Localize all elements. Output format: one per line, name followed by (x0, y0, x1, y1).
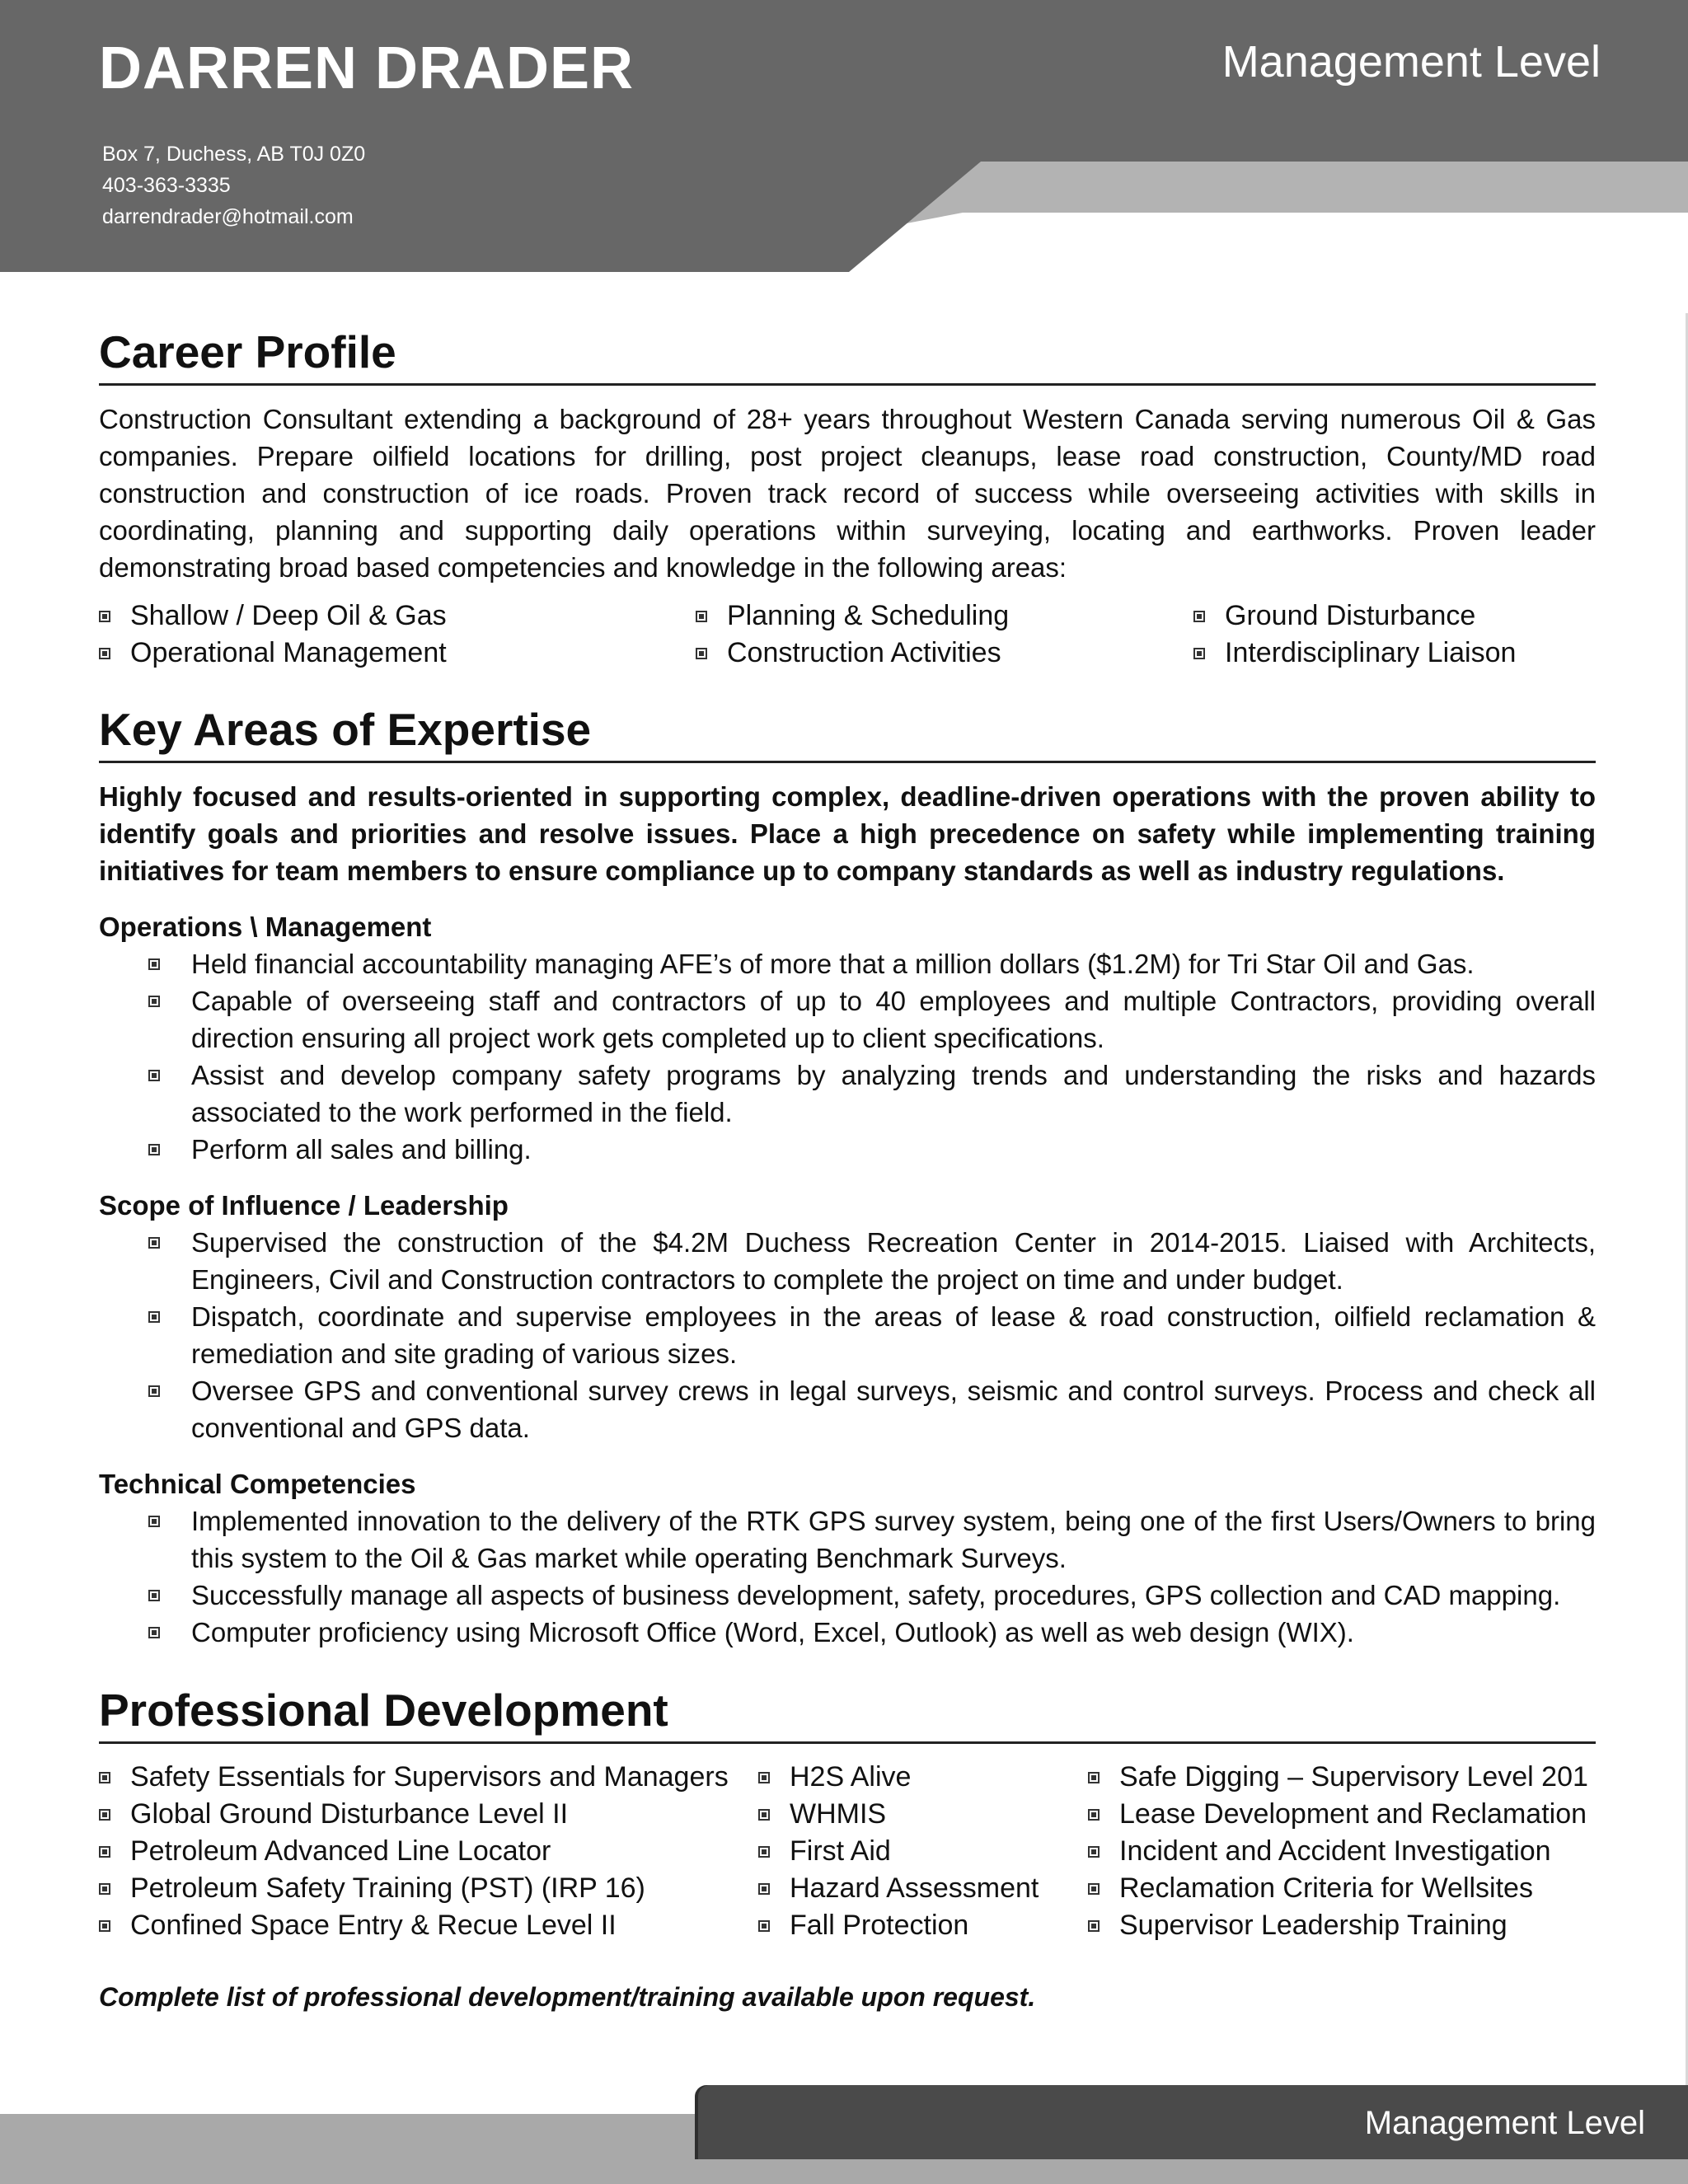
checkbox-bullet-icon (1193, 611, 1205, 622)
expertise-intro: Highly focused and results-oriented in supporting complex, deadline-driven operations with the proven ability to identify goals and priorities and resolve issues. Place a high precedence on safety while implementing training initiatives for team members to ensure compliance up to company standards as well as industry regulations. (99, 781, 1596, 886)
header-level-label: Management Level (1221, 37, 1601, 87)
competency-item: Interdisciplinary Liaison (1193, 635, 1596, 672)
list-item: Capable of overseeing staff and contractors of up to 40 employees and multiple Contractors, providing overall direction ensuring all project work gets completed up to client specifications. (148, 982, 1596, 1057)
checkbox-bullet-icon (1088, 1809, 1100, 1821)
career-summary: Construction Consultant extending a background of 28+ years throughout Western Canada serving numerous Oil & Gas companies. Prepare oilfield locations for drilling, post project cleanups, lease road construction, County/MD road construction and construction of ice roads. Proven track record of success while overseeing activities with skills in coordinating, planning and supporting daily operations within surveying, locating and earthworks. Proven leader demonstrating broad based competencies and knowledge in the following areas: (99, 404, 1596, 583)
list-item: Implemented innovation to the delivery of the RTK GPS survey system, being one of the first Users/Owners to bring this system to the Oil & Gas market while operating Benchmark Surveys. (148, 1502, 1596, 1577)
checkbox-bullet-icon (99, 1772, 110, 1783)
checkbox-bullet-icon (99, 648, 110, 659)
list-item: Perform all sales and billing. (148, 1131, 1596, 1168)
checkbox-bullet-icon (99, 611, 110, 622)
checkbox-bullet-icon (1088, 1846, 1100, 1858)
checkbox-bullet-icon (696, 611, 707, 622)
checkbox-bullet-icon (758, 1846, 770, 1858)
course-item: Fall Protection (758, 1907, 1088, 1944)
contact-block (102, 138, 365, 232)
subsection-title-technical: Technical Competencies (99, 1469, 416, 1499)
checkbox-bullet-icon (696, 648, 707, 659)
checkbox-bullet-icon (148, 1590, 160, 1601)
checkbox-bullet-icon (148, 958, 160, 970)
competency-item: Planning & Scheduling (696, 598, 1193, 635)
contact-address: Box 7, Duchess, AB T0J 0Z0 (102, 143, 366, 166)
checkbox-bullet-icon (99, 1920, 110, 1932)
course-item: Petroleum Advanced Line Locator (99, 1833, 758, 1870)
course-item: Lease Development and Reclamation (1088, 1796, 1596, 1833)
checkbox-bullet-icon (758, 1809, 770, 1821)
checkbox-bullet-icon (148, 1070, 160, 1081)
course-item: Incident and Accident Investigation (1088, 1833, 1596, 1870)
subsection-title-operations: Operations \ Management (99, 912, 432, 942)
checkbox-bullet-icon (1088, 1772, 1100, 1783)
list-item: Supervised the construction of the $4.2M Duchess Recreation Center in 2014-2015. Liaised with Architects, Engineers, Civil and Construction contractors to complete the project on time and under budget. (148, 1224, 1596, 1298)
contact-email[interactable]: darrendrader@hotmail.com (102, 205, 354, 228)
checkbox-bullet-icon (148, 1237, 160, 1249)
course-item: H2S Alive (758, 1759, 1088, 1796)
course-list (99, 1759, 1596, 1944)
checkbox-bullet-icon (148, 1311, 160, 1323)
section-title-career-profile: Career Profile (99, 326, 1596, 386)
bullet-list-technical (148, 1502, 1596, 1651)
course-item: Supervisor Leadership Training (1088, 1907, 1596, 1944)
competency-list (99, 598, 1596, 672)
footer-level-label: Management Level (1364, 2105, 1645, 2141)
course-item: Safety Essentials for Supervisors and Managers (99, 1759, 758, 1796)
course-item: Hazard Assessment (758, 1870, 1088, 1907)
course-item: Global Ground Disturbance Level II (99, 1796, 758, 1833)
checkbox-bullet-icon (148, 1385, 160, 1397)
checkbox-bullet-icon (148, 996, 160, 1007)
list-item: Oversee GPS and conventional survey crews in legal surveys, seismic and control surveys. Process and check all conventional and GPS data. (148, 1372, 1596, 1446)
section-title-professional-development: Professional Development (99, 1684, 1596, 1744)
checkbox-bullet-icon (758, 1920, 770, 1932)
checkbox-bullet-icon (99, 1809, 110, 1821)
checkbox-bullet-icon (148, 1516, 160, 1527)
checkbox-bullet-icon (758, 1883, 770, 1895)
list-item: Computer proficiency using Microsoft Office (Word, Excel, Outlook) as well as web design (WIX). (148, 1614, 1596, 1651)
course-item: Confined Space Entry & Recue Level II (99, 1907, 758, 1944)
course-item: First Aid (758, 1833, 1088, 1870)
checkbox-bullet-icon (1088, 1920, 1100, 1932)
list-item: Dispatch, coordinate and supervise employees in the areas of lease & road construction, oilfield reclamation & remediation and site grading of various sizes. (148, 1298, 1596, 1372)
course-item: Reclamation Criteria for Wellsites (1088, 1870, 1596, 1907)
section-title-expertise: Key Areas of Expertise (99, 703, 1596, 763)
competency-item: Operational Management (99, 635, 696, 672)
checkbox-bullet-icon (758, 1772, 770, 1783)
contact-phone: 403-363-3335 (102, 174, 231, 197)
list-item: Assist and develop company safety programs by analyzing trends and understanding the risks and hazards associated to the work performed in the field. (148, 1057, 1596, 1131)
course-item: Petroleum Safety Training (PST) (IRP 16) (99, 1870, 758, 1907)
list-item: Held financial accountability managing AFE’s of more that a million dollars ($1.2M) for Tri Star Oil and Gas. (148, 945, 1596, 982)
checkbox-bullet-icon (1088, 1883, 1100, 1895)
competency-item: Shallow / Deep Oil & Gas (99, 598, 696, 635)
resume-body (99, 326, 1596, 2013)
course-item: WHMIS (758, 1796, 1088, 1833)
list-item: Successfully manage all aspects of business development, safety, procedures, GPS collection and CAD mapping. (148, 1577, 1596, 1614)
checkbox-bullet-icon (99, 1846, 110, 1858)
checkbox-bullet-icon (1193, 648, 1205, 659)
subsection-title-leadership: Scope of Influence / Leadership (99, 1190, 509, 1221)
training-note: Complete list of professional development/training available upon request. (99, 1982, 1036, 2012)
competency-item: Ground Disturbance (1193, 598, 1596, 635)
competency-item: Construction Activities (696, 635, 1193, 672)
bullet-list-leadership (148, 1224, 1596, 1446)
candidate-name: DARREN DRADER (99, 35, 635, 101)
checkbox-bullet-icon (99, 1883, 110, 1895)
bullet-list-operations (148, 945, 1596, 1168)
course-item: Safe Digging – Supervisory Level 201 (1088, 1759, 1596, 1796)
checkbox-bullet-icon (148, 1144, 160, 1155)
checkbox-bullet-icon (148, 1627, 160, 1638)
